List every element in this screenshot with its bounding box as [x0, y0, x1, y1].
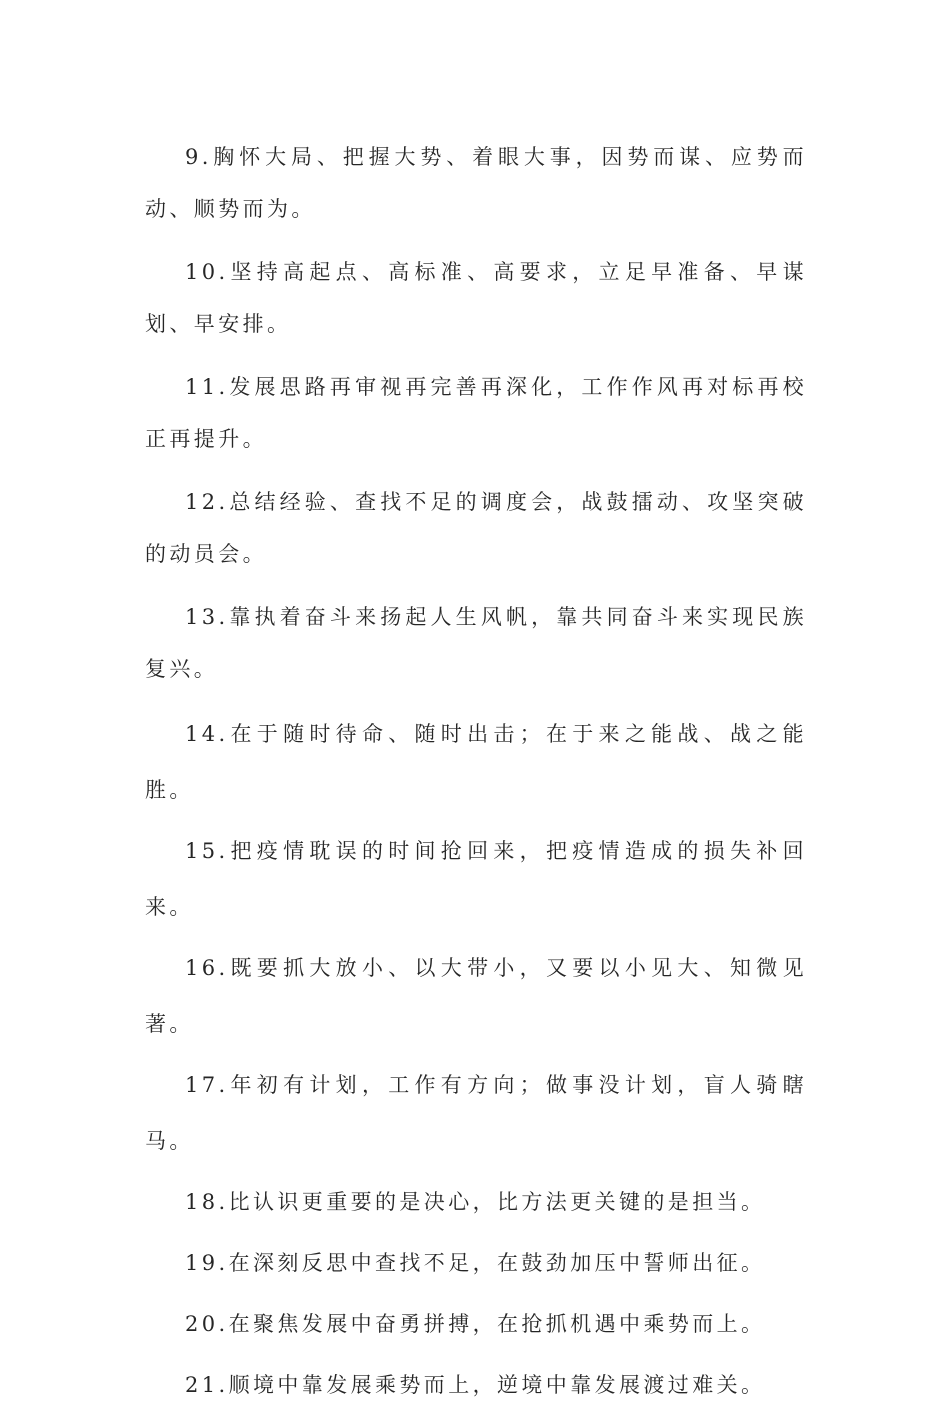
- paragraph-14: 14.在于随时待命、随时出击；在于来之能战、战之能胜。: [145, 722, 807, 802]
- paragraph-17: 17.年初有计划，工作有方向；做事没计划，盲人骑瞎马。: [145, 1073, 807, 1153]
- paragraph-12: 12.总结经验、查找不足的调度会，战鼓擂动、攻坚突破的动员会。: [145, 490, 807, 566]
- paragraph-20: 20.在聚焦发展中奋勇拼搏，在抢抓机遇中乘势而上。: [185, 1312, 766, 1336]
- paragraph-13: 13.靠执着奋斗来扬起人生风帆，靠共同奋斗来实现民族复兴。: [145, 605, 807, 681]
- paragraph-18: 18.比认识更重要的是决心，比方法更关键的是担当。: [185, 1190, 766, 1214]
- paragraph-10: 10.坚持高起点、高标准、高要求，立足早准备、早谋划、早安排。: [145, 260, 807, 336]
- paragraph-19: 19.在深刻反思中查找不足，在鼓劲加压中誓师出征。: [185, 1251, 766, 1275]
- paragraph-21: 21.顺境中靠发展乘势而上，逆境中靠发展渡过难关。: [185, 1373, 766, 1397]
- paragraph-15: 15.把疫情耽误的时间抢回来，把疫情造成的损失补回来。: [145, 839, 807, 919]
- paragraph-9: 9.胸怀大局、把握大势、着眼大事，因势而谋、应势而动、顺势而为。: [145, 145, 807, 221]
- document-body: [145, 131, 807, 1418]
- paragraph-11: 11.发展思路再审视再完善再深化，工作作风再对标再校正再提升。: [145, 375, 807, 451]
- paragraph-16: 16.既要抓大放小、以大带小，又要以小见大、知微见著。: [145, 956, 807, 1036]
